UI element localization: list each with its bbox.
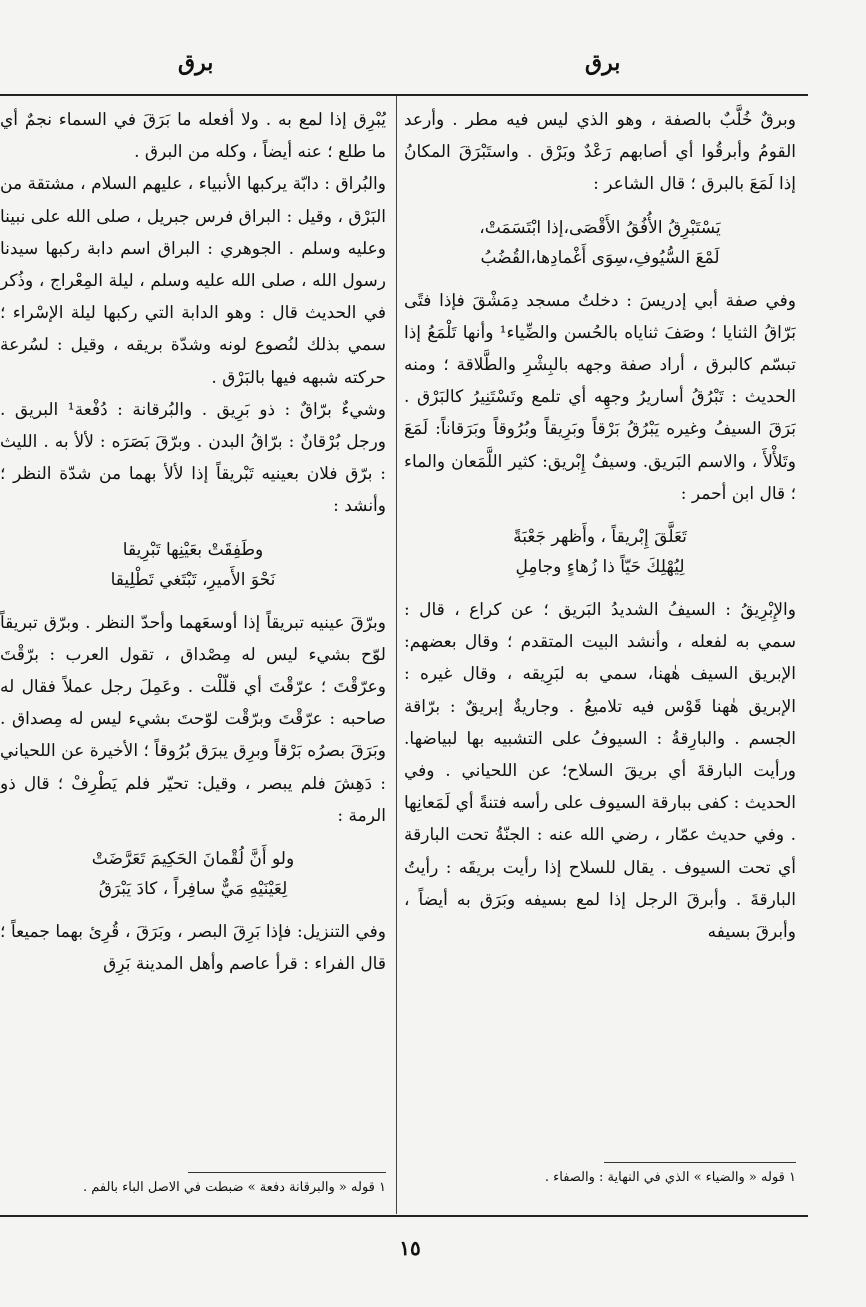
paragraph: وفي صفة أبي إدريسَ : دخلتُ مسجد دِمَشْقَ فإذا فتًى بَرّاقُ الثنايا ؛ وصَفَ ثناياه بالحُسن والضِّياء¹ وأنها تَلْمَعُ إذا تبسّم كالبرق ، أراد صفة وجهه بالبِشْرِ والطَّلاقة ؛ ومنه الحديث : تَبْرُقُ أساريرُ وجهِه أي تلمع وتَسْتَنِيرُ كالبَرْق . بَرَقَ السيفُ وغيره يَبْرُقُ بَرْقاً وبَرِيقاً وبُرُوقاً وبَرَقاناً: لَمَعَ وتَلأْلأَ ، والاسم البَريق. وسيفٌ إِبْريق: كثير اللَّمَعان والماء ؛ قال ابن أحمر : (404, 290, 796, 504)
footnote-left: ١ قوله « والبرقانة دفعة » ضبطت في الاصل الباء بالفم . (83, 1180, 386, 1195)
left-column (0, 104, 386, 1164)
footnote-rule (604, 1162, 796, 1163)
verse-line: لَمْعَ السُّيُوفِ،سِوَى أَغْمادِها،القُضُبُ (480, 247, 720, 268)
verse-line: وطَفِقَتْ بعَيْنِها تَبْرِيقا (122, 539, 264, 560)
verse-line: ولو أَنَّ لُقْمانَ الحَكِيمَ تَعَرَّضَتْ (91, 849, 295, 870)
verse (404, 522, 796, 582)
verse (0, 844, 386, 904)
paragraph: والإِبْرِيقُ : السيفُ الشديدُ البَريق ؛ عن كراع ، قال : سمي به لفعله ، وأنشد البيت المتقدم ؛ وقال بعضهم: الإبريق السيف هٰهنا، سمي به لبَرِيقه ، وقال غيره : الإبريق هٰهنا قَوْس فيه تلاميعُ . وجاريةٌ إبريقٌ : برّاقة الجسم . والبارِقةُ : السيوفُ على التشبيه بها لبياضها. ورأيت البارقةَ أي بريقَ السلاح؛ عن اللحياني . وفي الحديث : كفى ببارقة السيوف على رأسه فتنةً أي لَمَعانِها . وفي حديث عمّار ، رضي الله عنه : الجنّةُ تحت البارقة أي تحت السيوف . يقال للسلاح إذا رأيت بريقَه : رأيتُ البارقةَ . وأبرقَ الرجل إذا لمع بسيفه وبَرَق به أيضاً ، وأبرقَ بسيفه (404, 600, 796, 943)
paragraph: وشيءٌ برّاقٌ : ذو بَرِيق . والبُرقانة : دُفْعة¹ البريق . ورجل بُرْقانٌ : برّاقُ البدن . وبرّقَ بَصَرَه : لألأ به . الليث : برّق فلان بعينيه تَبْريقاً إذا لألأ بهما من شدّة النظر ؛ وأنشد : (0, 399, 386, 517)
verse (0, 535, 386, 595)
verse (404, 213, 796, 273)
verse-line: لِعَيْنَيْهِ مَيٌّ سافِراً ، كادَ يَبْرَقُ (98, 879, 288, 900)
right-column (404, 104, 796, 1154)
column-divider (396, 96, 397, 1214)
header-rule (0, 94, 808, 96)
footnote-right: ١ قوله « والضياء » الذي في النهاية : والصفاء . (544, 1170, 796, 1185)
verse-line: تَعَلَّقَ إِبْريقاً ، وأَظهر جَعْبَةً (513, 527, 687, 548)
paragraph: والبُراق : دابّة يركبها الأنبياء ، عليهم السلام ، مشتقة من البَرْق ، وقيل : البراق فرس جبريل ، صلى الله على نبينا وعليه وسلم . الجوهري : البراق اسم دابة ركبها سيدنا رسول الله ، صلى الله عليه وسلم ، ليلة المِعْراج ، وذُكر في الحديث قال : وهو الدابة التي ركبها ليلة الإسْراء ؛ سمي بذلك لنُصوع لونه وشدّة بريقه ، وقيل : لسُرعة حركته شبهه فيها بالبَرْق . (0, 174, 386, 388)
paragraph: وفي التنزيل: فإذا بَرِقَ البصر ، وبَرَقَ ، قُرِئ بهما جميعاً ؛ قال الفراء : قرأ عاصم وأهل المدينة بَرِق (0, 922, 386, 975)
footnote-rule (188, 1172, 386, 1173)
running-header-right: برق (585, 50, 621, 76)
paragraph: وبرقٌ خُلَّبٌ بالصفة ، وهو الذي ليس فيه مطر . وأرعد القومُ وأبرقُوا أي أصابهم رَعْدٌ وبَرْق . واستَبْرَقَ المكانُ إذا لَمَعَ بالبرق ؛ قال الشاعر : (404, 110, 796, 195)
paragraph: يُبْرِق إذا لمع به . ولا أفعله ما بَرَقَ في السماء نجمٌ أي ما طلع ؛ عنه أيضاً ، وكله من البرق . (0, 110, 386, 163)
footer-rule (0, 1215, 808, 1217)
verse-line: لِيُهْلِكَ حَيّاً ذا زُهاءٍ وجامِلِ (515, 557, 685, 578)
verse-line: نَحْوَ الأَميرِ، تَبْتَغي تَطْلِيقا (110, 569, 276, 590)
running-header-left: برق (178, 50, 214, 76)
page-number: ١٥ (399, 1236, 421, 1260)
verse-line: يَسْتَبْرِقُ الأُفُقُ الأَقْصَى،إذا ابْتَسَمَتْ، (479, 217, 721, 238)
paragraph: وبرّقَ عينيه تبريقاً إذا أوسعَهما وأحدّ النظر . وبرّق تبريقاً لوّح بشيء ليس له مِصْداق ، تقول العرب : برّقْتَ وعرّقْتَ ؛ عرّقْتَ أي قلّلْت . وعَمِلَ رجل عملاً فقال له صاحبه : عرّقْتَ وبرّقْت لوّحتَ بشيء ليس له مِصداق . وبَرَقَ بصرُه بَرْقاً وبرِق يبرَق بُرُوقاً ؛ الأخيرة عن اللحياني : دَهِشَ فلم يبصر ، وقيل: تحيّر فلم يَطْرِفْ ؛ قال ذو الرمة : (0, 612, 386, 826)
